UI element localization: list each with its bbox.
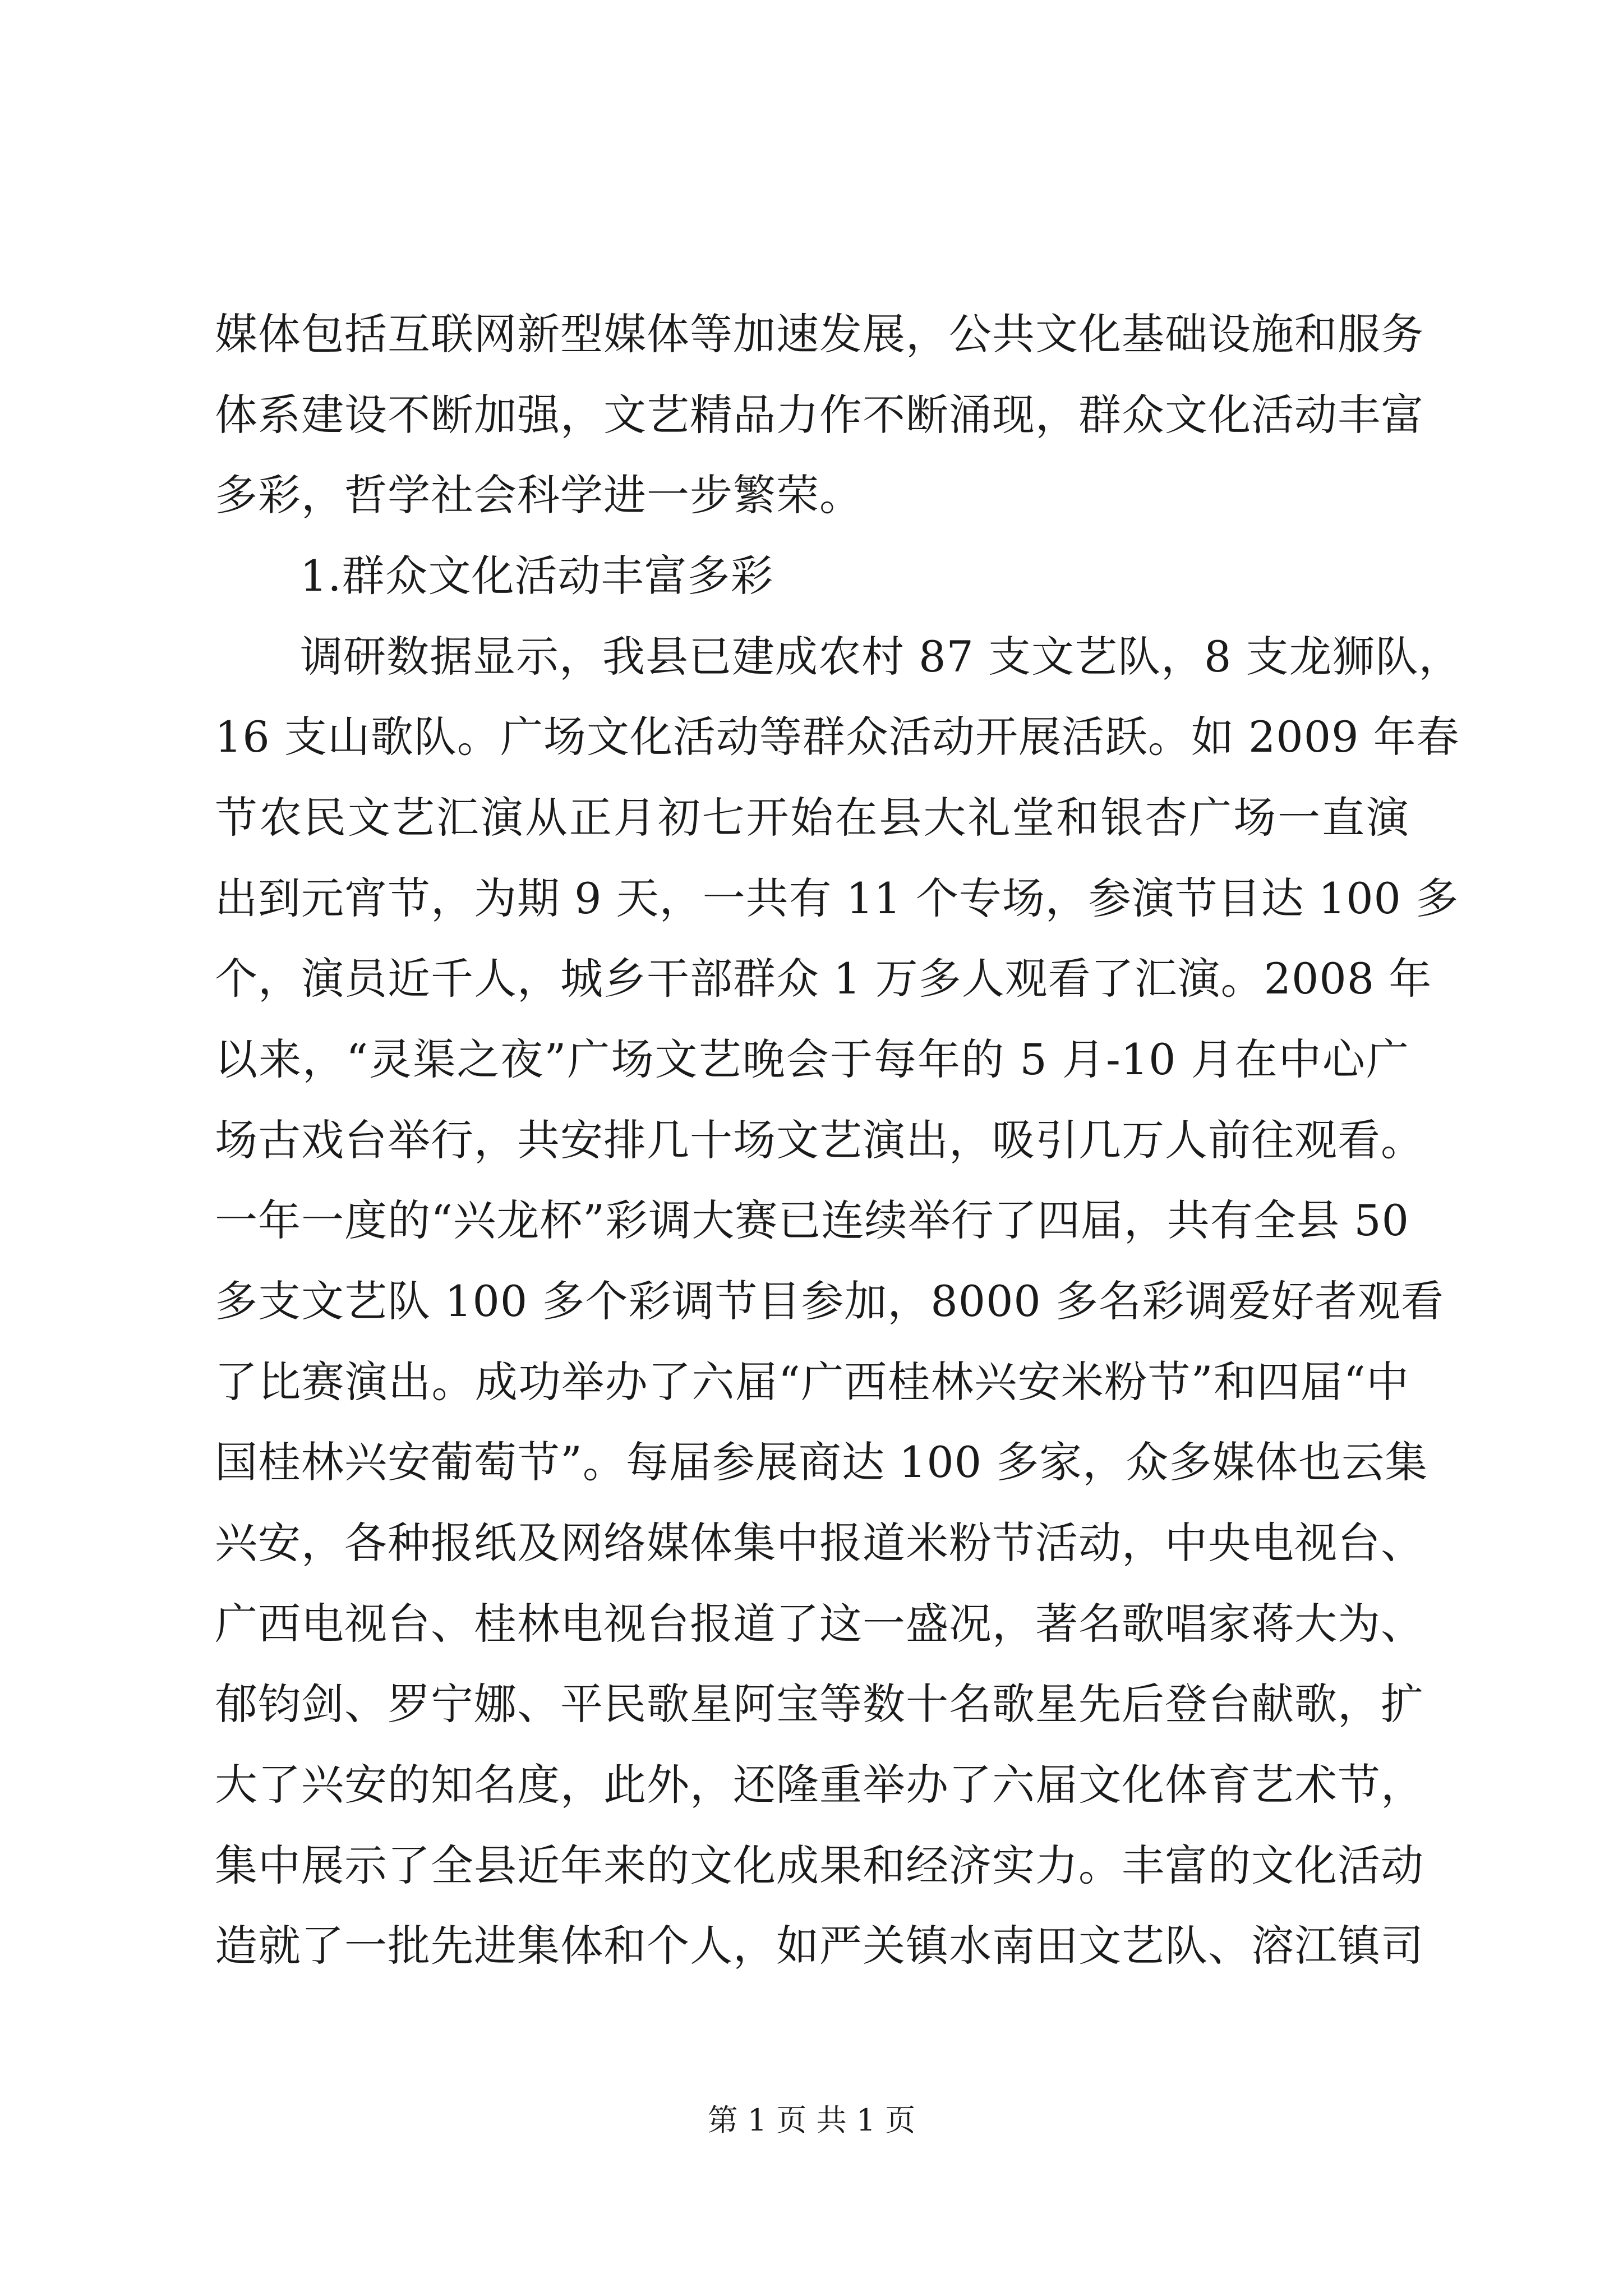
- body-text-line: 多彩，哲学社会科学进一步繁荣。: [215, 470, 863, 520]
- section-heading: 1.群众文化活动丰富多彩: [300, 551, 774, 601]
- body-text-line: 出到元宵节，为期 9 天，一共有 11 个专场，参演节目达 100 多: [215, 873, 1459, 923]
- body-text-line: 调研数据显示，我县已建成农村 87 支文艺队，8 支龙狮队，: [300, 632, 1462, 682]
- body-text-line: 广西电视台、桂林电视台报道了这一盛况，著名歌唱家蒋大为、: [215, 1599, 1424, 1649]
- body-text-line: 集中展示了全县近年来的文化成果和经济实力。丰富的文化活动: [215, 1841, 1424, 1890]
- body-text-line: 大了兴安的知名度，此外，还隆重举办了六届文化体育艺术节，: [215, 1760, 1424, 1810]
- body-text-line: 以来，“灵渠之夜”广场文艺晚会于每年的 5 月-10 月在中心广: [215, 1034, 1409, 1084]
- body-text-line: 媒体包括互联网新型媒体等加速发展，公共文化基础设施和服务: [215, 309, 1424, 359]
- body-text-line: 一年一度的“兴龙杯”彩调大赛已连续举行了四届，共有全县 50: [215, 1195, 1409, 1245]
- body-text-line: 场古戏台举行，共安排几十场文艺演出，吸引几万人前往观看。: [215, 1115, 1424, 1165]
- body-text-line: 多支文艺队 100 多个彩调节目参加，8000 多名彩调爱好者观看: [215, 1276, 1444, 1326]
- page-footer: 第 1 页 共 1 页: [707, 2102, 916, 2138]
- body-text-line: 造就了一批先进集体和个人，如严关镇水南田文艺队、溶江镇司: [215, 1921, 1424, 1971]
- body-text-line: 了比赛演出。成功举办了六届“广西桂林兴安米粉节”和四届“中: [215, 1357, 1409, 1407]
- body-text-line: 兴安，各种报纸及网络媒体集中报道米粉节活动，中央电视台、: [215, 1518, 1424, 1568]
- body-text-line: 16 支山歌队。广场文化活动等群众活动开展活跃。如 2009 年春: [215, 712, 1460, 762]
- body-text-line: 个，演员近千人，城乡干部群众 1 万多人观看了汇演。2008 年: [215, 954, 1432, 1004]
- body-text-line: 郁钧剑、罗宁娜、平民歌星阿宝等数十名歌星先后登台献歌，扩: [215, 1679, 1424, 1729]
- body-text-line: 节农民文艺汇演从正月初七开始在县大礼堂和银杏广场一直演: [215, 793, 1409, 843]
- body-text-line: 体系建设不断加强，文艺精品力作不断涌现，群众文化活动丰富: [215, 390, 1424, 440]
- body-text-line: 国桂林兴安葡萄节”。每届参展商达 100 多家，众多媒体也云集: [215, 1437, 1428, 1487]
